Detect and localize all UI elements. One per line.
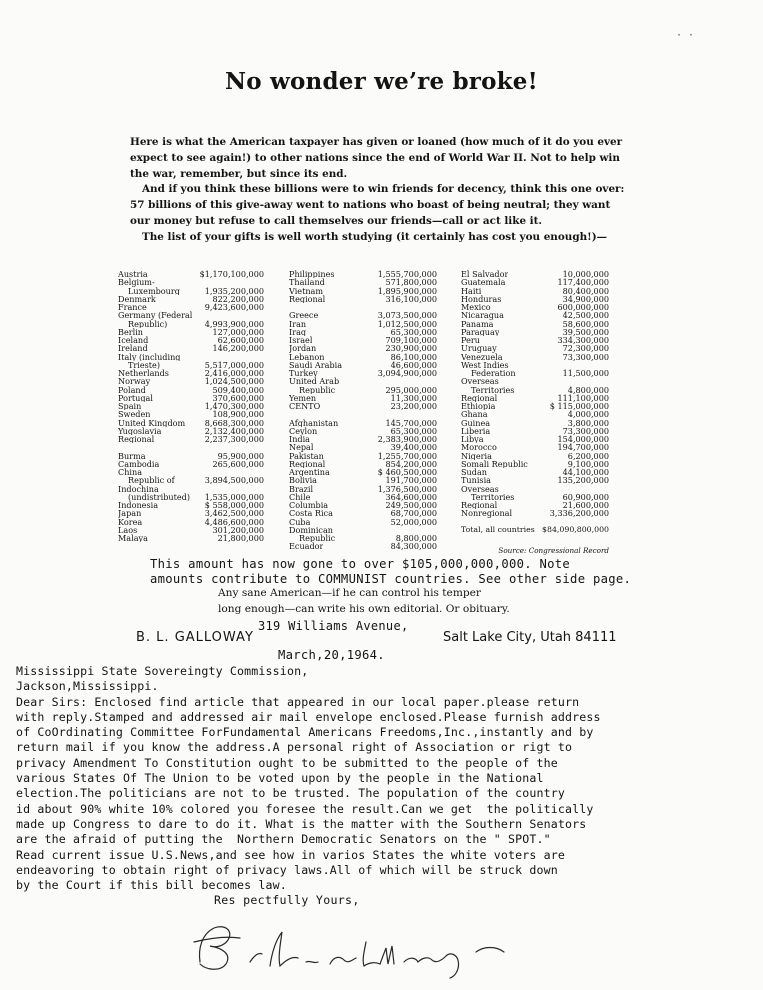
aid-country: Turkey [289,369,318,378]
aid-country: Japan [118,509,142,518]
aid-country: Portugal [118,393,153,402]
aid-amount: 58,600,000 [562,318,609,329]
ad-closing-line-2: long enough—can write his own editorial. Or obituary. [218,603,510,615]
aid-country: Luxembourg [128,286,180,295]
aid-table-row [289,542,437,550]
aid-amount: 80,400,000 [562,285,609,296]
aid-amount: 1,255,700,000 [377,450,437,461]
aid-country: Haiti [461,286,482,295]
aid-country: Greece [289,311,319,320]
aid-amount: 3,462,500,000 [204,508,264,519]
letterhead-street: 319 Williams Avenue, [258,619,409,633]
aid-amount: 154,000,000 [557,434,609,444]
letter-line: are the afraid of putting the Northern Democratic Senators on the " SPOT." [16,832,551,847]
aid-amount: 84,300,000 [390,541,437,552]
aid-country: Uruguay [461,344,497,353]
aid-country: Spain [118,402,142,411]
aid-country: Overseas [461,377,499,386]
letter-line: made up Congress to dare to do it. What is the matter with the Southern Senators [16,816,587,831]
letter-line: Jackson,Mississippi. [16,679,159,694]
aid-table-row [461,526,609,534]
aid-amount: 2,132,400,000 [204,425,264,436]
aid-amount: 249,500,000 [385,500,437,510]
aid-country: Ethiopia [461,402,496,411]
aid-amount: 600,000,000 [557,302,609,312]
aid-amount: 822,200,000 [212,293,264,304]
aid-country: Regional [461,501,498,510]
aid-amount: 334,300,000 [557,335,609,345]
typed-note-line-1: This amount has now gone to over $105,000,000,000. Note [150,557,571,571]
aid-amount: 295,000,000 [385,384,437,395]
aid-country: Jordan [289,344,317,353]
aid-amount: $ 460,500,000 [377,467,437,477]
aid-country: Nepal [289,443,314,452]
aid-country: CENTO [289,402,321,411]
aid-country: Peru [461,336,480,345]
aid-amount: $1,170,100,000 [199,269,264,279]
aid-country: Argentina [289,468,330,477]
aid-country: Regional [118,435,155,444]
aid-table-column-2 [289,270,437,551]
aid-amount: $84,090,800,000 [542,524,609,534]
aid-table-row [289,518,437,526]
aid-country: Dominican [289,525,333,534]
aid-country: Regional [289,294,326,303]
aid-table-row [118,476,264,484]
aid-amount: 4,000,000 [567,409,609,420]
letter-line: of CoOrdinating Committee ForFundamental Americans Freedoms,Inc.,instantly and by [16,725,594,740]
aid-country: Netherlands [118,369,169,378]
aid-country: Italy (including [118,352,181,361]
aid-country: Pakistan [289,451,324,460]
aid-country: Columbia [289,501,329,510]
aid-amount: 145,700,000 [385,417,437,428]
aid-amount: 9,100,000 [567,458,609,469]
aid-amount: 72,300,000 [562,343,609,354]
aid-country: Thailand [289,278,325,287]
aid-amount: 127,000,000 [212,326,264,337]
aid-table-row [461,509,609,517]
aid-amount: 65,300,000 [390,326,437,337]
typed-note-line-2: amounts contribute to COMMUNIST countries. See other side page. [150,572,632,586]
aid-amount: 1,555,700,000 [377,269,437,279]
aid-amount: $ 115,000,000 [549,401,609,411]
aid-amount: 135,200,000 [557,475,609,486]
aid-country: Honduras [461,294,502,303]
aid-country: Guatemala [461,278,506,287]
letter-line: privacy Amendment To Constitution ought to be submitted to the people of the [16,755,558,770]
aid-table-row [118,460,264,468]
aid-country: Nonregional [461,509,513,518]
aid-amount: 2,237,300,000 [204,434,264,444]
intro-paragraph-1: Here is what the American taxpayer has given or loaned (how much of it do you ever expect to see again!) to other nations since the end of World War II. Not to help win the war, remember, but since its end. [130,136,623,180]
intro-paragraph-3: The list of your gifts is well worth studying (it certainly has cost you enough!)— [142,230,608,243]
aid-country: Nigeria [461,451,492,460]
aid-amount: 60,900,000 [562,491,609,502]
aid-amount: 34,900,000 [562,293,609,304]
aid-country: Malaya [118,534,148,543]
aid-country: Belgium- [118,278,155,287]
aid-amount: 3,336,200,000 [549,508,609,519]
aid-country: Cuba [289,517,311,526]
aid-country: Republic [299,385,336,394]
ad-closing-line-1: Any sane American—if he can control his temper [218,587,481,599]
aid-table-row [118,270,264,278]
aid-amount: 73,300,000 [562,351,609,362]
aid-amount: 191,700,000 [385,475,437,486]
letter-line: election.The politicians are not to be trusted. The population of the country [16,786,566,801]
aid-country: Sudan [461,468,487,477]
aid-amount: 571,800,000 [385,277,437,288]
aid-table-row [118,303,264,311]
aid-amount: 108,900,000 [212,409,264,420]
aid-amount: 8,800,000 [395,533,437,543]
aid-amount: 4,486,600,000 [204,516,264,527]
aid-amount: 10,000,000 [562,269,609,279]
aid-country: Total, all countries [461,525,535,534]
aid-amount: 95,900,000 [217,450,264,461]
aid-amount: 52,000,000 [390,516,437,527]
aid-country: Yugoslavia [118,426,162,435]
aid-amount: 3,800,000 [567,417,609,428]
aid-amount: 3,094,900,000 [377,368,437,378]
aid-country: Ghana [461,410,488,419]
letter-line: return mail if you know the address.A personal right of Association or rigt to [16,740,573,755]
aid-amount: 265,600,000 [212,458,264,469]
aid-amount: 23,200,000 [390,401,437,411]
handwritten-signature [180,912,540,986]
aid-country: Afghanistan [289,418,339,427]
aid-amount: 1,895,900,000 [377,285,437,296]
aid-amount: 146,200,000 [212,343,264,354]
letter-line: various States Of The Union to be voted upon by the people in the National [16,771,544,786]
aid-table-row [118,435,264,443]
aid-amount: 42,500,000 [562,310,609,321]
aid-country: Overseas [461,484,499,493]
letter-line: endeavoring to obtain right of privacy laws.All of which will be struck down [16,862,558,877]
aid-country: (undistributed) [128,492,190,501]
aid-country: Berlin [118,327,143,336]
aid-country: Venezuela [461,352,503,361]
aid-country: Iran [289,319,307,328]
aid-amount: 194,700,000 [557,442,609,453]
aid-amount: 1,535,000,000 [204,491,264,502]
aid-country: Mexico [461,303,491,312]
aid-amount: 301,200,000 [212,524,264,535]
intro-paragraph-2: And if you think these billions were to win friends for decency, think this one over: 57 billions of this give-away went to nations who boast of being neutral; they want our money but refuse to call themselves our friends—call or act like it. [130,183,625,227]
aid-country: Israel [289,336,313,345]
aid-country: Paraguay [461,327,500,336]
aid-country: Sweden [118,410,151,419]
aid-amount: 4,993,900,000 [204,318,264,329]
aid-amount: 117,400,000 [557,277,609,288]
aid-amount: 1,376,500,000 [377,483,437,494]
aid-country: Philippines [289,270,335,279]
aid-amount: 11,500,000 [562,368,609,378]
aid-country: Korea [118,517,143,526]
aid-amount: 111,100,000 [557,392,609,403]
letter-line: by the Court if this bill becomes law. [16,878,287,893]
aid-amount: 1,012,500,000 [377,318,437,329]
aid-amount: 39,500,000 [562,326,609,337]
aid-amount: 1,935,200,000 [204,285,264,296]
ad-title: No wonder we’re broke! [225,68,538,95]
aid-country: Bolivia [289,476,317,485]
aid-amount: 509,400,000 [212,384,264,395]
aid-country: Nicaragua [461,311,504,320]
aid-country: United Arab [289,377,340,386]
aid-country: Vietnam [289,286,324,295]
aid-country: Yemen [289,393,317,402]
letter-line: id about 90% white 10% colored you foresee the result.Can we get the politically [16,801,594,816]
aid-country: France [118,303,147,312]
aid-table-row [461,353,609,361]
aid-table-row [118,344,264,352]
aid-country: India [289,435,311,444]
aid-country: Panama [461,319,494,328]
aid-country: Territories [471,385,515,394]
aid-country: Guinea [461,418,491,427]
aid-country: United Kingdom [118,418,186,427]
aid-country: Chile [289,492,311,501]
aid-country: El Salvador [461,270,509,279]
aid-amount: 3,073,500,000 [377,310,437,321]
aid-table-column-3 [461,270,609,534]
aid-amount: 316,100,000 [385,293,437,304]
aid-amount: 65,300,000 [390,425,437,436]
aid-amount: 709,100,000 [385,335,437,345]
aid-amount: 62,600,000 [217,335,264,345]
aid-amount: 21,600,000 [562,500,609,510]
aid-country: Burma [118,451,146,460]
aid-country: Austria [118,270,148,279]
aid-amount: 230,900,000 [385,343,437,354]
aid-amount: 364,600,000 [385,491,437,502]
aid-table-column-1 [118,270,264,542]
aid-table-source [461,547,609,555]
aid-country: Somali Republic [461,459,528,468]
letterhead-name: B. L. GALLOWAY [136,630,254,645]
aid-country: Regional [461,393,498,402]
aid-country: Libya [461,435,484,444]
aid-country: Iceland [118,336,149,345]
letter-line: Read current issue U.S.News,and see how in varios States the white voters are [16,847,566,862]
aid-amount: 73,300,000 [562,425,609,436]
aid-amount: 46,600,000 [390,359,437,370]
aid-amount: 21,800,000 [217,533,264,543]
aid-table-row [461,369,609,377]
aid-country: Ireland [118,344,148,353]
aid-amount: 11,300,000 [390,392,437,403]
corner-marks: · · [676,30,695,41]
aid-country: China [118,468,143,477]
aid-country: Indochina [118,484,159,493]
aid-amount: 2,383,900,000 [377,434,437,444]
aid-country: Germany (Federal [118,311,193,320]
source-note: Source: Congressional Record [498,546,609,555]
aid-amount: 68,700,000 [390,508,437,519]
aid-country: Ceylon [289,426,318,435]
aid-country: Lebanon [289,352,325,361]
aid-table-row [461,476,609,484]
aid-amount: $ 558,000,000 [204,500,264,510]
aid-country: Cambodia [118,459,160,468]
aid-country: Republic of [128,476,175,485]
aid-table-row [118,534,264,542]
aid-table-row [289,369,437,377]
aid-country: Laos [118,525,138,534]
aid-country: West Indies [461,360,509,369]
aid-amount: 2,416,000,000 [204,368,264,378]
aid-amount: 39,400,000 [390,442,437,453]
aid-country: Territories [471,492,515,501]
aid-amount: 1,470,300,000 [204,401,264,411]
aid-country: Regional [289,459,326,468]
aid-country: Norway [118,377,151,386]
letter-line: Dear Sirs: Enclosed find article that appeared in our local paper.please return [16,694,580,709]
aid-country: Brazil [289,484,314,493]
letter-body [16,664,756,893]
aid-country: Republic [299,534,336,543]
aid-country: Liberia [461,426,491,435]
aid-amount: 370,600,000 [212,392,264,403]
aid-country: Iraq [289,327,307,336]
aid-country: Morocco [461,443,497,452]
aid-country: Indonesia [118,501,159,510]
letter-closing: Res pectfully Yours, [214,893,360,907]
aid-table-row [289,295,437,303]
aid-country: Republic) [128,319,168,328]
ad-intro [130,135,630,246]
aid-country: Poland [118,385,146,394]
aid-table-row [289,402,437,410]
aid-amount: 1,024,500,000 [204,376,264,387]
aid-amount: 86,100,000 [390,351,437,362]
aid-country: Saudi Arabia [289,360,343,369]
aid-amount: 4,800,000 [567,384,609,395]
aid-amount: 8,668,300,000 [204,417,264,428]
aid-amount: 44,100,000 [562,467,609,477]
letter-date: March,20,1964. [278,648,385,662]
aid-country: Costa Rica [289,509,333,518]
aid-country: Tunisia [461,476,491,485]
letter-line: Mississippi State Sovereingty Commission, [16,664,309,678]
aid-amount: 5,517,000,000 [204,359,264,370]
letterhead-city: Salt Lake City, Utah 84111 [443,630,617,645]
aid-country: Trieste) [128,360,160,369]
aid-country: Denmark [118,294,156,303]
letter-line: with reply.Stamped and addressed air mail envelope enclosed.Please furnish address [16,709,601,724]
aid-amount: 3,894,500,000 [204,475,264,486]
aid-country: Ecuador [289,542,324,551]
aid-amount: 854,200,000 [385,458,437,469]
aid-amount: 6,200,000 [567,450,609,461]
aid-country: Federation [471,369,516,378]
aid-amount: 9,423,600,000 [204,302,264,312]
